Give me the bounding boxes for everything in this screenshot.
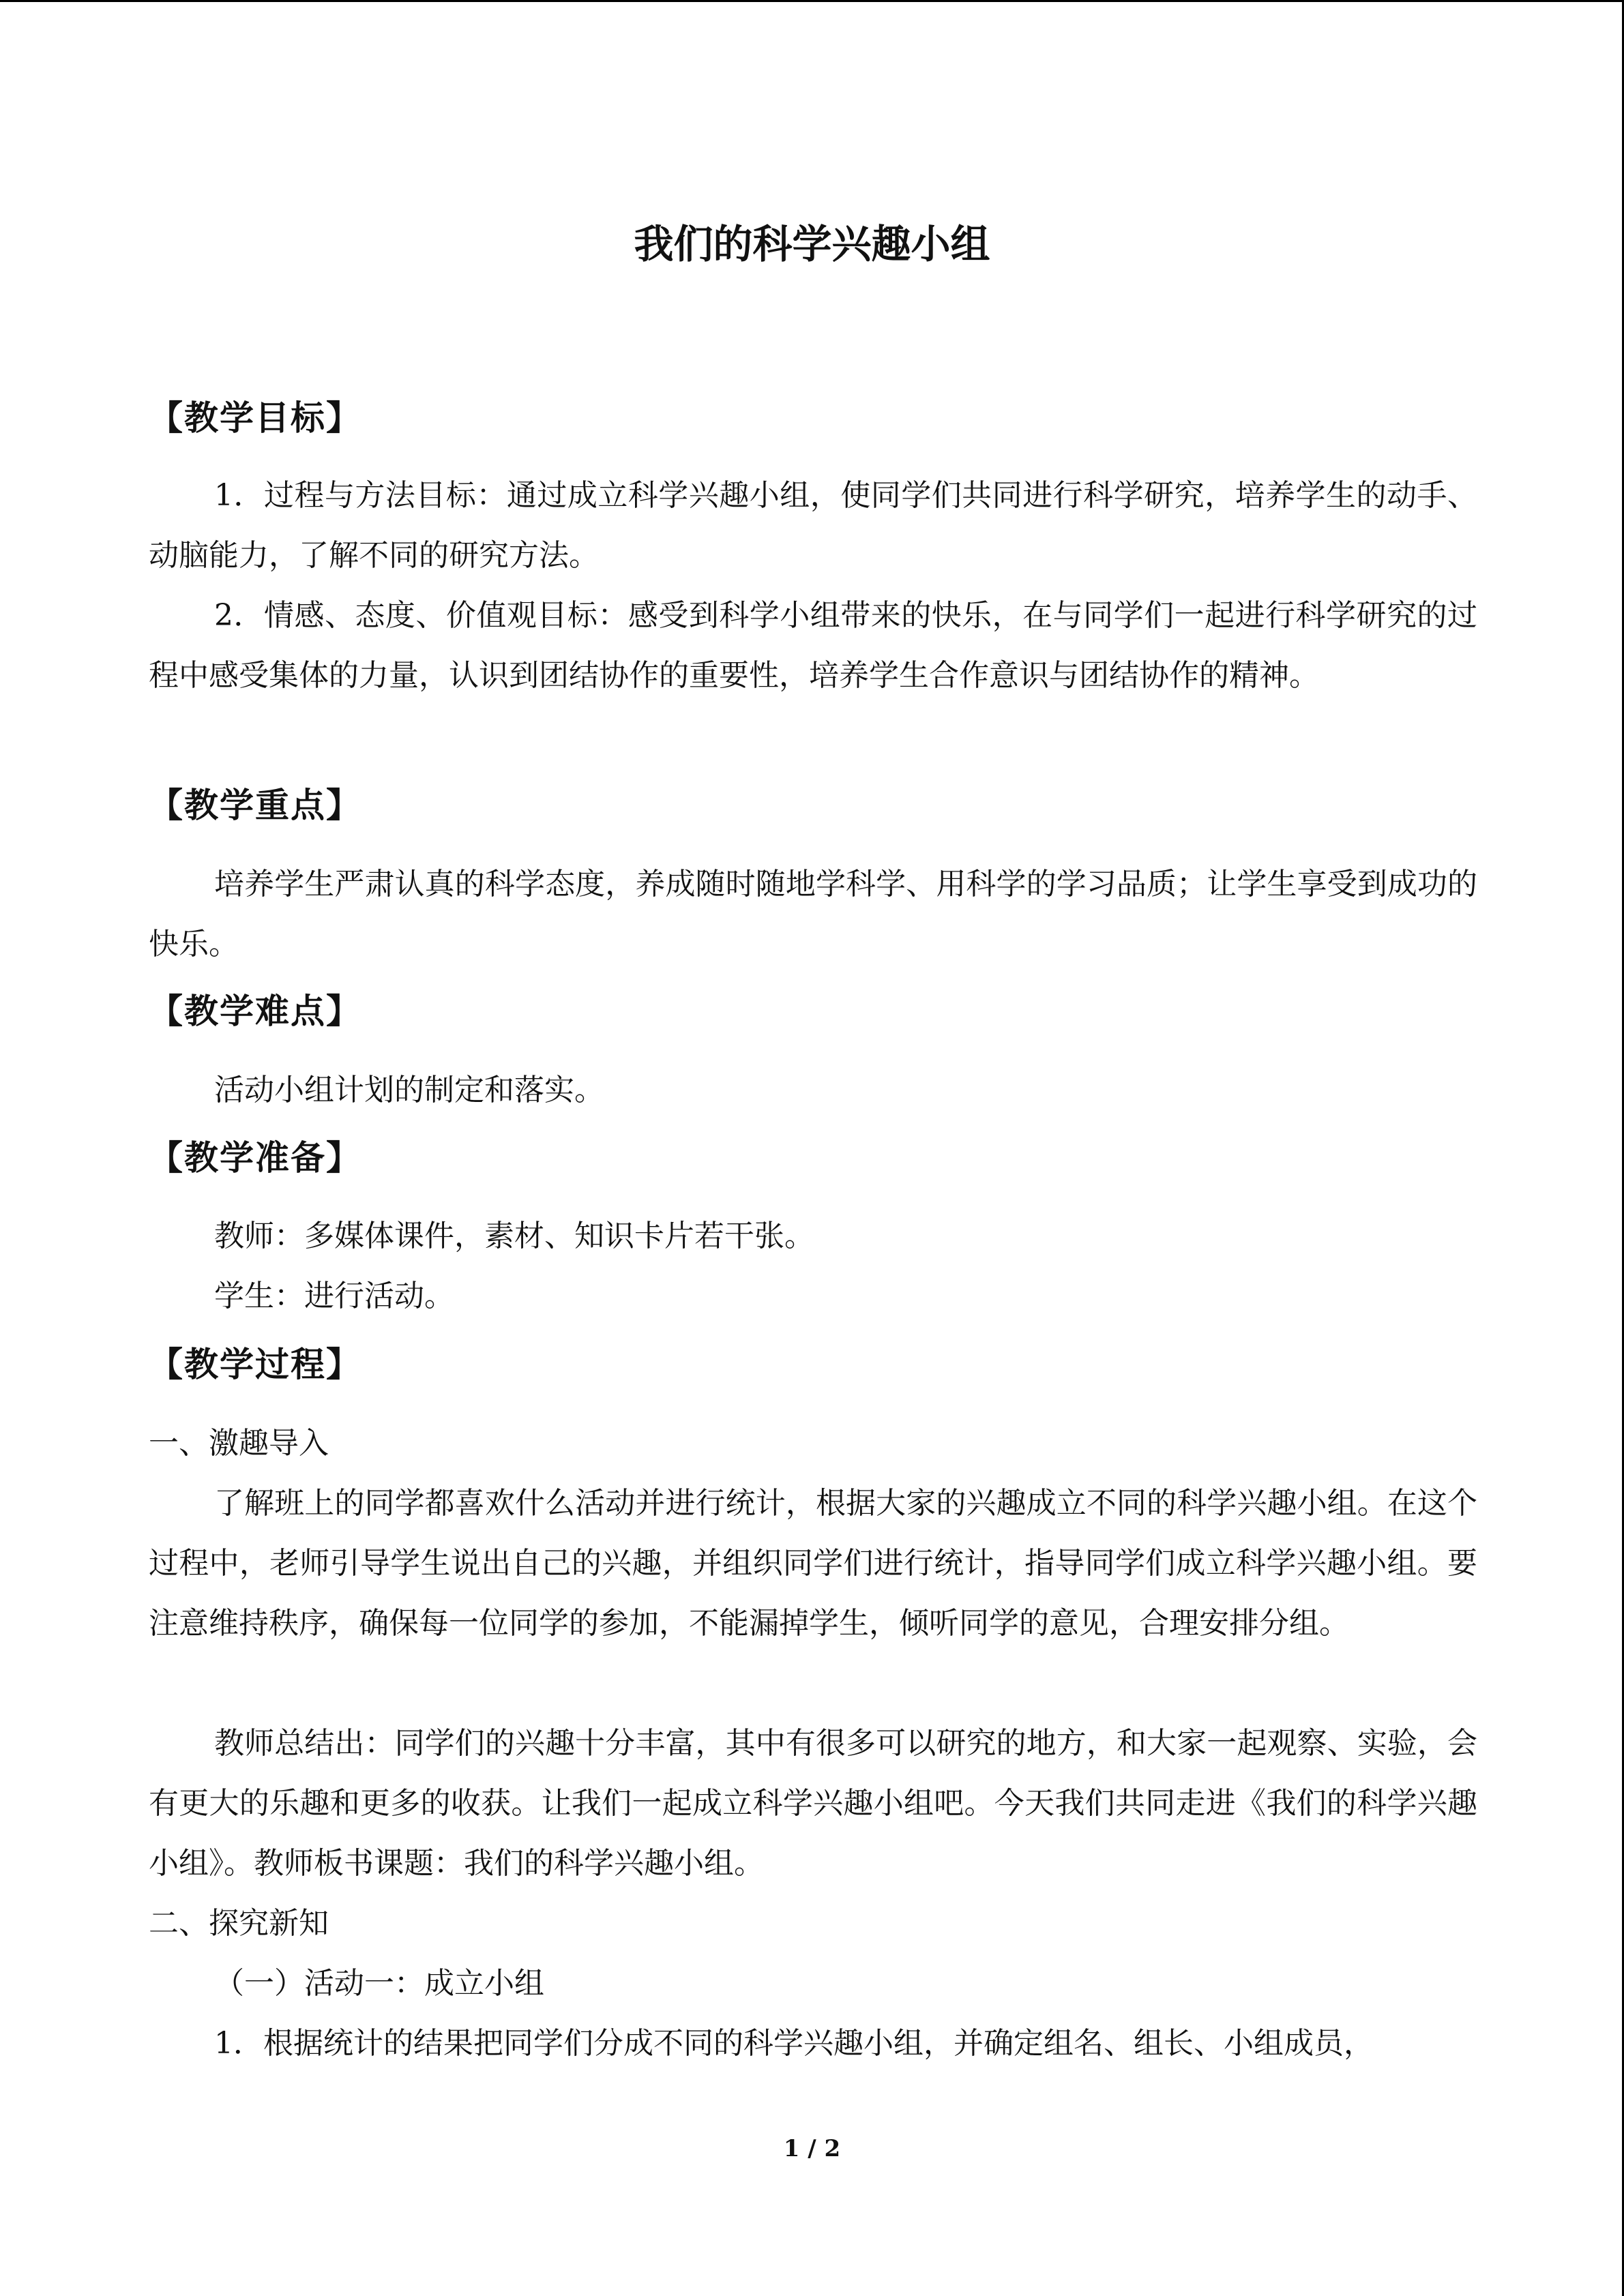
preparation-student: 学生：进行活动。 (214, 1279, 454, 1313)
activity1-paragraph-1: 1．根据统计的结果把同学们分成不同的科学兴趣小组，并确定组名、组长、小组成员， (214, 2026, 1374, 2061)
objectives-paragraph-1: 1．过程与方法目标：通过成立科学兴趣小组，使同学们共同进行科学研究，培养学生的动手、动脑能力，了解不同的研究方法。 (149, 478, 1477, 573)
process-part1-paragraph-1: 了解班上的同学都喜欢什么活动并进行统计，根据大家的兴趣成立不同的科学兴趣小组。在这个过程中，老师引导学生说出自己的兴趣，并组织同学们进行统计，指导同学们成立科学兴趣小组。要注意维持秩序，确保每一位同学的参加，不能漏掉学生，倾听同学的意见，合理安排分组。 (149, 1486, 1477, 1641)
objectives-paragraph-2: 2．情感、态度、价值观目标：感受到科学小组带来的快乐，在与同学们一起进行科学研究的过程中感受集体的力量，认识到团结协作的重要性，培养学生合作意识与团结协作的精神。 (149, 598, 1477, 693)
page-title: 我们的科学兴趣小组 (634, 221, 990, 267)
heading-objectives: 【教学目标】 (149, 398, 361, 438)
process-part2-title: 二、探究新知 (149, 1906, 329, 1941)
preparation-teacher: 教师：多媒体课件，素材、知识卡片若干张。 (214, 1219, 814, 1253)
page-number: 1 / 2 (783, 2135, 841, 2162)
process-part1-title: 一、激趣导入 (149, 1426, 329, 1461)
process-part1-paragraph-2: 教师总结出：同学们的兴趣十分丰富，其中有很多可以研究的地方，和大家一起观察、实验，会有更大的乐趣和更多的收获。让我们一起成立科学兴趣小组吧。今天我们共同走进《我们的科学兴趣小组》。教师板书课题：我们的科学兴趣小组。 (149, 1726, 1477, 1881)
heading-key-points: 【教学重点】 (149, 786, 361, 825)
heading-difficulties: 【教学难点】 (149, 992, 361, 1031)
key-points-paragraph: 培养学生严肃认真的科学态度，养成随时随地学科学、用科学的学习品质；让学生享受到成功的快乐。 (149, 867, 1477, 961)
heading-preparation: 【教学准备】 (149, 1138, 361, 1178)
heading-process: 【教学过程】 (149, 1345, 361, 1384)
difficulties-paragraph: 活动小组计划的制定和落实。 (214, 1073, 604, 1107)
activity1-title: （一）活动一：成立小组 (214, 1966, 544, 2001)
